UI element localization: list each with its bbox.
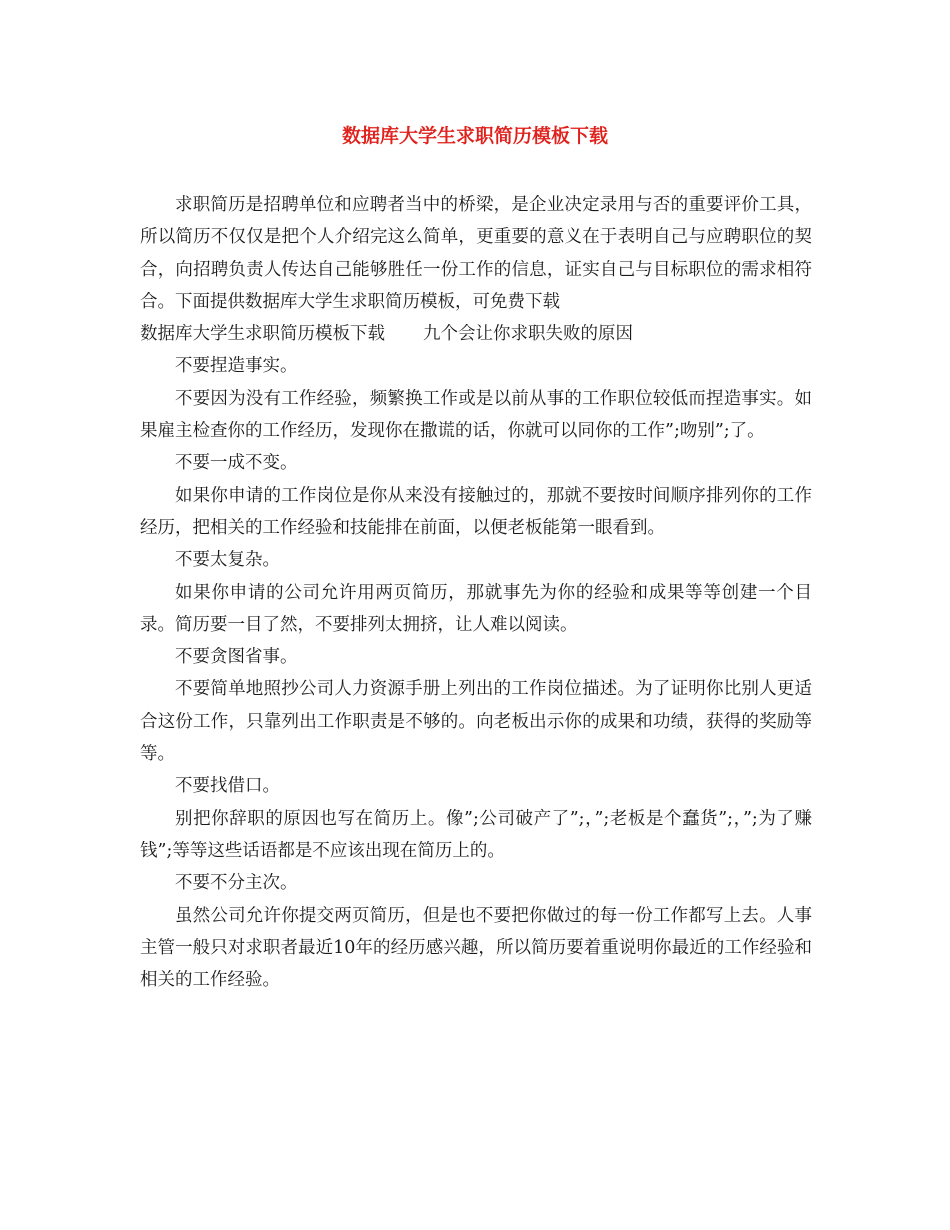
tip-heading-2: 不要一成不变。 <box>175 453 298 474</box>
tip-heading-3: 不要太复杂。 <box>175 550 280 571</box>
tip-heading-5: 不要找借口。 <box>175 776 280 797</box>
tip-heading-1: 不要捏造事实。 <box>175 356 298 377</box>
tip-heading-6: 不要不分主次。 <box>175 873 298 894</box>
intro-paragraph: 求职简历是招聘单位和应聘者当中的桥梁，是企业决定录用与否的重要评价工具，所以简历不仅仅是把个人介绍完这么简单，更重要的意义在于表明自己与应聘职位的契合，向招聘负责人传达自己能够胜任一份工作的信息，证实自己与目标职位的需求相符合。下面提供数据库大学生求职简历模板，可免费下载 <box>140 195 812 312</box>
subheading-line <box>140 318 812 350</box>
tip-heading-4: 不要贪图省事。 <box>175 647 298 668</box>
tip-body-2: 如果你申请的工作岗位是你从来没有接触过的，那就不要按时间顺序排列你的工作经历，把相关的工作经验和技能排在前面，以便老板能第一眼看到。 <box>140 485 812 538</box>
subheading-right: 九个会让你求职失败的原因 <box>423 324 633 345</box>
tip-body-6: 虽然公司允许你提交两页简历，但是也不要把你做过的每一份工作都写上去。人事主管一般只对求职者最近10年的经历感兴趣，所以简历要着重说明你最近的工作经验和相关的工作经验。 <box>140 905 812 991</box>
document-title: 数据库大学生求职简历模板下载 <box>341 125 608 147</box>
tip-body-5: 别把你辞职的原因也写在简历上。像”;公司破产了”;，”;老板是个蠢货”;，”;为了赚钱”;等等这些话语都是不应该出现在简历上的。 <box>140 808 812 861</box>
tip-body-1: 不要因为没有工作经验，频繁换工作或是以前从事的工作职位较低而捏造事实。如果雇主检查你的工作经历，发现你在撒谎的话，你就可以同你的工作”;吻别”;了。 <box>140 388 812 442</box>
subheading-left: 数据库大学生求职简历模板下载 <box>140 324 385 345</box>
tip-body-4: 不要简单地照抄公司人力资源手册上列出的工作岗位描述。为了证明你比别人更适合这份工作，只靠列出工作职责是不够的。向老板出示你的成果和功绩，获得的奖励等等。 <box>140 679 812 765</box>
tip-body-3: 如果你申请的公司允许用两页简历，那就事先为你的经验和成果等等创建一个目录。简历要一目了然，不要排列太拥挤，让人难以阅读。 <box>140 582 812 635</box>
document-body <box>140 189 812 996</box>
